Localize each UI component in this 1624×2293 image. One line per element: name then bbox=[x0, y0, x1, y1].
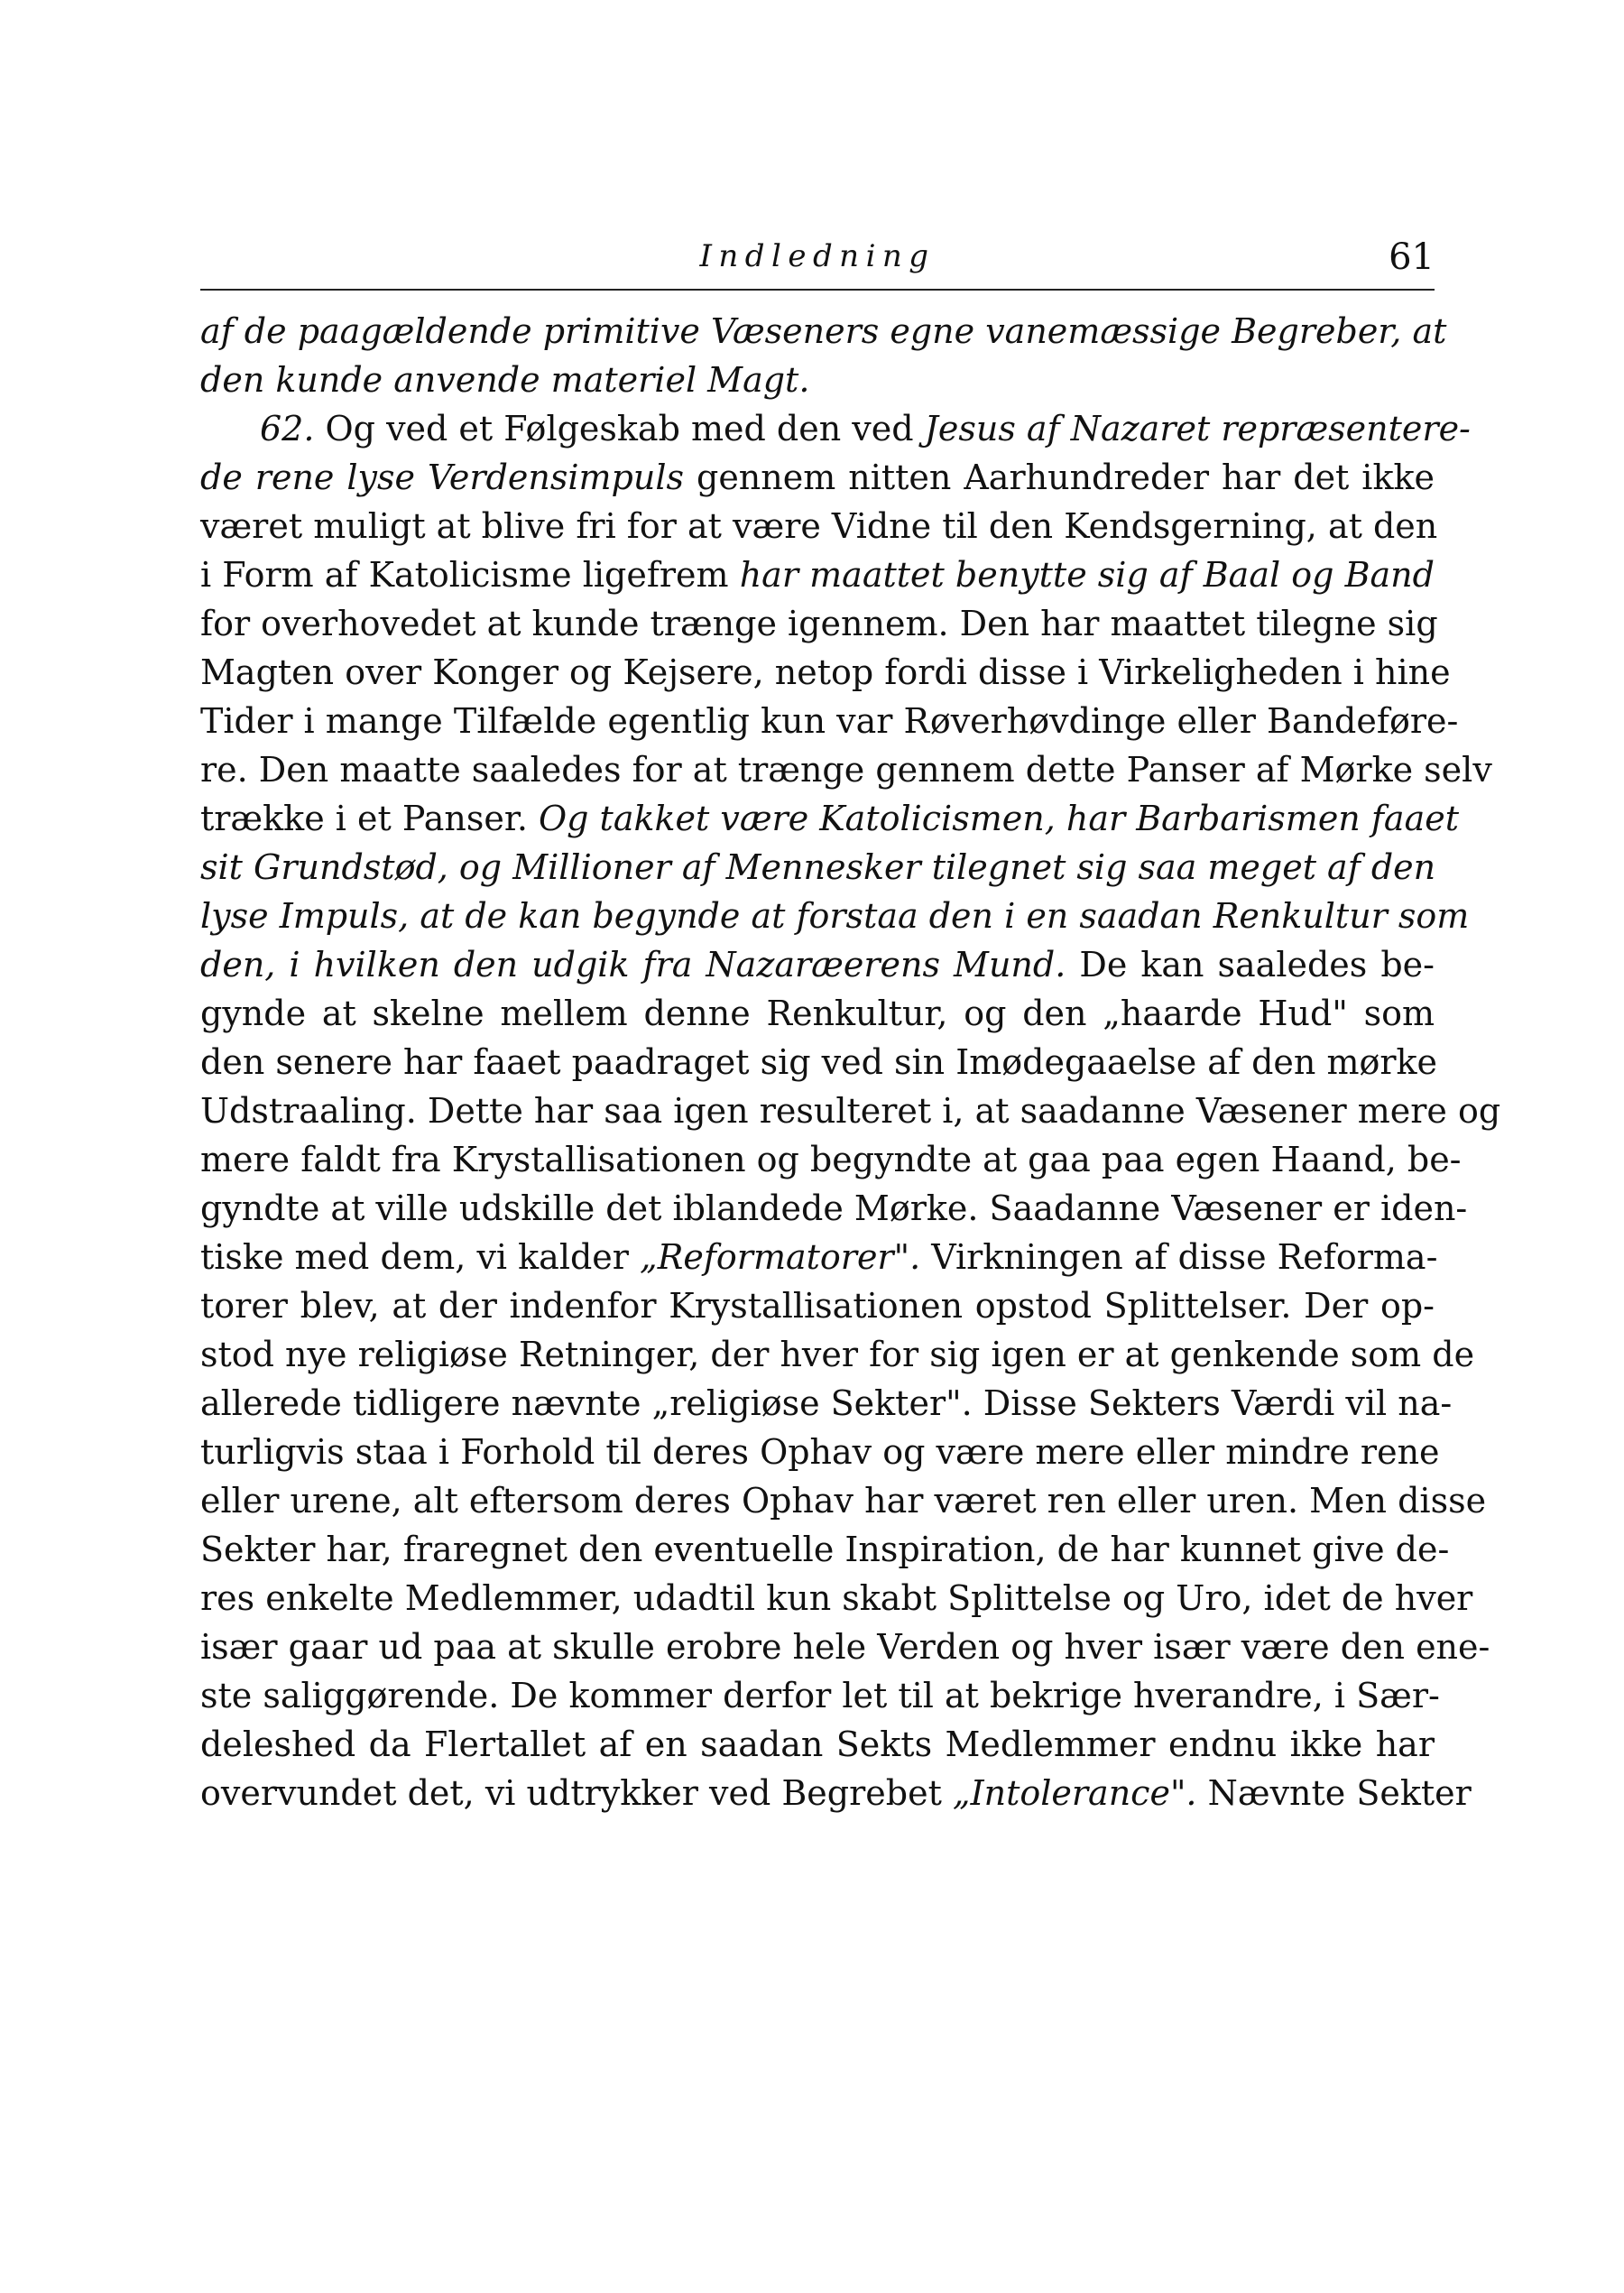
text-line bbox=[200, 697, 1459, 745]
body-text bbox=[200, 307, 1501, 1817]
italic-text: 62. bbox=[260, 409, 315, 448]
italic-text: den kunde anvende materiel Magt. bbox=[200, 360, 810, 400]
italic-text: de rene lyse Verdensimpuls bbox=[200, 458, 685, 497]
text-span: res enkelte Medlemmer, udadtil kun skabt Splittelse og Uro, idet de hver bbox=[200, 1578, 1473, 1618]
text-span: mere faldt fra Krystallisationen og begyndte at gaa paa egen Haand, be- bbox=[200, 1140, 1462, 1179]
text-span: Virkningen af disse Reforma- bbox=[920, 1237, 1438, 1277]
text-span: i Form af Katolicisme ligefrem bbox=[200, 555, 740, 595]
text-span: overvundet det, vi udtrykker ved Begrebet bbox=[200, 1773, 953, 1813]
running-header-title: Indledning bbox=[699, 238, 936, 274]
text-line bbox=[200, 1671, 1440, 1720]
text-line bbox=[200, 1330, 1475, 1379]
page-number: 61 bbox=[1389, 236, 1435, 278]
text-line bbox=[200, 550, 1435, 599]
text-span: Sekter har, fraregnet den eventuelle Inspiration, de har kunnet give de- bbox=[200, 1530, 1450, 1569]
text-span: Nævnte Sekter bbox=[1196, 1773, 1472, 1813]
text-line bbox=[200, 356, 1435, 404]
italic-text: sit Grundstød, og Millioner af Mennesker tilegnet sig saa meget af den bbox=[200, 847, 1436, 887]
text-span: Og ved et Følgeskab med den ved bbox=[314, 409, 925, 448]
text-line bbox=[200, 1379, 1453, 1428]
text-span: De kan saaledes be- bbox=[1066, 945, 1435, 985]
text-span: gennem nitten Aarhundreder har det ikke bbox=[684, 458, 1435, 497]
text-line bbox=[200, 989, 1435, 1038]
text-line bbox=[200, 404, 1471, 453]
text-span: stod nye religiøse Retninger, der hver for sig igen er at genkende som de bbox=[200, 1335, 1475, 1374]
text-line bbox=[200, 1476, 1487, 1525]
italic-text: den, i hvilken den udgik fra Nazaræerens Mund. bbox=[200, 945, 1066, 985]
text-line bbox=[200, 1623, 1490, 1671]
text-line bbox=[200, 940, 1435, 989]
text-line bbox=[200, 307, 1447, 356]
text-line bbox=[200, 648, 1451, 697]
text-span: Udstraaling. Dette har saa igen resulteret i, at saadanne Væsener mere og bbox=[200, 1091, 1501, 1131]
text-line bbox=[200, 794, 1459, 843]
italic-text: lyse Impuls, at de kan begynde at forstaa den i en saadan Renkultur som bbox=[200, 896, 1470, 936]
text-span: gynde at skelne mellem denne Renkultur, og den „haarde Hud" som bbox=[200, 994, 1435, 1033]
text-line bbox=[200, 1574, 1473, 1623]
text-span: torer blev, at der indenfor Krystallisationen opstod Splittelser. Der op- bbox=[200, 1286, 1435, 1326]
italic-text: „Intolerance". bbox=[952, 1773, 1197, 1813]
text-span: re. Den maatte saaledes for at trænge gennem dette Panser af Mørke selv bbox=[200, 750, 1492, 790]
text-line bbox=[200, 1233, 1438, 1281]
text-line bbox=[200, 1086, 1501, 1135]
text-line bbox=[200, 1769, 1472, 1817]
text-line bbox=[200, 502, 1438, 550]
italic-text: har maattet benytte sig af Baal og Band bbox=[739, 555, 1435, 595]
text-line bbox=[200, 843, 1435, 892]
text-span: deleshed da Flertallet af en saadan Sekts Medlemmer endnu ikke har bbox=[200, 1724, 1435, 1764]
italic-text: Og takket være Katolicismen, har Barbarismen faaet bbox=[538, 799, 1459, 838]
text-span: trække i et Panser. bbox=[200, 799, 539, 838]
running-header bbox=[200, 236, 1435, 291]
text-line bbox=[200, 1135, 1462, 1184]
text-span: tiske med dem, vi kalder bbox=[200, 1237, 641, 1277]
text-span: eller urene, alt eftersom deres Ophav har været ren eller uren. Men disse bbox=[200, 1481, 1487, 1521]
italic-text: Jesus af Nazaret repræsentere- bbox=[924, 409, 1471, 448]
text-line bbox=[200, 1038, 1438, 1086]
text-span: især gaar ud paa at skulle erobre hele Verden og hver især være den ene- bbox=[200, 1627, 1490, 1667]
text-span: Magten over Konger og Kejsere, netop fordi disse i Virkeligheden i hine bbox=[200, 652, 1451, 692]
italic-text: af de paagældende primitive Væseners egne vanemæssige Begreber, at bbox=[200, 311, 1447, 351]
text-span: turligvis staa i Forhold til deres Ophav og være mere eller mindre rene bbox=[200, 1432, 1440, 1472]
text-line bbox=[200, 1184, 1468, 1233]
italic-text: „Reformatorer". bbox=[640, 1237, 921, 1277]
text-span: allerede tidligere nævnte „religiøse Sekter". Disse Sekters Værdi vil na- bbox=[200, 1383, 1453, 1423]
text-span: været muligt at blive fri for at være Vidne til den Kendsgerning, at den bbox=[200, 506, 1438, 546]
text-line bbox=[200, 745, 1492, 794]
text-line bbox=[200, 1720, 1435, 1769]
text-line bbox=[200, 453, 1435, 502]
text-span: for overhovedet at kunde trænge igennem. Den har maattet tilegne sig bbox=[200, 604, 1438, 643]
text-line bbox=[200, 1428, 1440, 1476]
text-span: Tider i mange Tilfælde egentlig kun var Røverhøvdinge eller Bandeføre- bbox=[200, 701, 1459, 741]
text-span: gyndte at ville udskille det iblandede Mørke. Saadanne Væsener er iden- bbox=[200, 1188, 1468, 1228]
text-span: den senere har faaet paadraget sig ved sin Imødegaaelse af den mørke bbox=[200, 1042, 1438, 1082]
text-line bbox=[200, 892, 1470, 940]
text-line bbox=[200, 1525, 1450, 1574]
text-span: ste saliggørende. De kommer derfor let til at bekrige hverandre, i Sær- bbox=[200, 1676, 1440, 1715]
text-line bbox=[200, 599, 1438, 648]
text-line bbox=[200, 1281, 1435, 1330]
